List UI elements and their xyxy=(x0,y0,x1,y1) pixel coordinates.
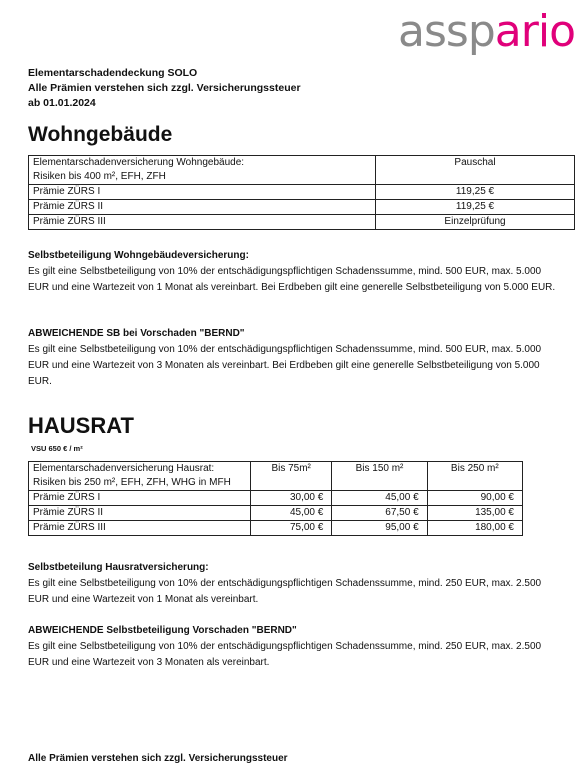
section-title-wohngebaeude: Wohngebäude xyxy=(28,123,173,146)
header-label-line1: Elementarschadenversicherung Wohngebäude: xyxy=(33,157,245,168)
company-logo xyxy=(398,6,575,57)
row-value: 45,00 € xyxy=(332,491,427,506)
row-value: 119,25 € xyxy=(376,200,575,215)
col-header: Bis 150 m² xyxy=(332,462,427,491)
row-label: Prämie ZÜRS I xyxy=(29,185,376,200)
row-value: 135,00 € xyxy=(427,506,522,521)
table-row xyxy=(29,506,523,521)
header-product: Elementarschadendeckung SOLO xyxy=(28,67,198,79)
table-row xyxy=(29,521,523,536)
row-value: 95,00 € xyxy=(332,521,427,536)
table-row xyxy=(29,200,575,215)
row-value: 180,00 € xyxy=(427,521,522,536)
row-value: 67,50 € xyxy=(332,506,427,521)
col-header: Bis 75m² xyxy=(251,462,332,491)
vsu-note: VSU 650 € / m² xyxy=(31,444,83,453)
header-valid-from: ab 01.01.2024 xyxy=(28,97,96,109)
hausrat-sb-vorschaden-text: Es gilt eine Selbstbeteiligung von 10% der entschädigungspflichtigen Schadenssumme, mind. 250 EUR, max. 2.500 EUR und eine Wartezeit von 3 Monaten als vereinbart. xyxy=(28,641,542,668)
table-header-value: Pauschal xyxy=(376,156,575,185)
header-tax-note: Alle Prämien verstehen sich zzgl. Versicherungssteuer xyxy=(28,82,301,94)
header-label-line2: Risiken bis 400 m², EFH, ZFH xyxy=(33,171,166,182)
row-value: 90,00 € xyxy=(427,491,522,506)
footer-tax-note: Alle Prämien verstehen sich zzgl. Versicherungssteuer xyxy=(28,753,288,764)
row-value: 75,00 € xyxy=(251,521,332,536)
row-value: 30,00 € xyxy=(251,491,332,506)
wohn-sb-section xyxy=(28,248,558,296)
table-header-label xyxy=(29,156,376,185)
table-row xyxy=(29,185,575,200)
wohn-sb-vorschaden-text: Es gilt eine Selbstbeteiligung von 10% der entschädigungspflichtigen Schadenssumme, mind. 500 EUR, max. 5.000 EUR und eine Wartezeit von 3 Monaten als vereinbart. Bei Erdbeben gilt eine generelle Selbstbeteiligung von 5.000 EUR. xyxy=(28,344,542,387)
header-label-line2: Risiken bis 250 m², EFH, ZFH, WHG in MFH xyxy=(33,477,231,488)
table-header-row xyxy=(29,156,575,185)
wohngebaeude-table xyxy=(28,155,575,230)
row-label: Prämie ZÜRS II xyxy=(29,200,376,215)
row-label: Prämie ZÜRS II xyxy=(29,506,251,521)
hausrat-sb-text: Es gilt eine Selbstbeteiligung von 10% der entschädigungspflichtigen Schadenssumme, mind. 250 EUR, max. 2.500 EUR und eine Wartezeit von 1 Monat als vereinbart. xyxy=(28,578,542,605)
hausrat-sb-title: Selbstbeteilung Hausratversicherung: xyxy=(28,562,209,573)
row-label: Prämie ZÜRS III xyxy=(29,215,376,230)
table-header-row xyxy=(29,462,523,491)
hausrat-sb-vorschaden-section xyxy=(28,623,558,671)
col-header: Bis 250 m² xyxy=(427,462,522,491)
document-header xyxy=(28,66,301,111)
wohn-sb-title: Selbstbeteiligung Wohngebäudeversicherung: xyxy=(28,250,249,261)
row-label: Prämie ZÜRS III xyxy=(29,521,251,536)
row-value: 45,00 € xyxy=(251,506,332,521)
wohn-sb-vorschaden-title: ABWEICHENDE SB bei Vorschaden "BERND" xyxy=(28,328,245,339)
table-header-label xyxy=(29,462,251,491)
row-label: Prämie ZÜRS I xyxy=(29,491,251,506)
logo-part-gray: assp xyxy=(398,6,495,57)
table-row xyxy=(29,491,523,506)
hausrat-sb-vorschaden-title: ABWEICHENDE Selbstbeteiligung Vorschaden "BERND" xyxy=(28,625,297,636)
header-label-line1: Elementarschadenversicherung Hausrat: xyxy=(33,463,215,474)
wohn-sb-text: Es gilt eine Selbstbeteiligung von 10% der entschädigungspflichtigen Schadenssumme, mind. 500 EUR, max. 5.000 EUR und eine Wartezeit von 1 Monat als vereinbart. Bei Erdbeben gilt eine generelle Selbstbeteiligung von 5.000 EUR. xyxy=(28,266,556,293)
section-title-hausrat: HAUSRAT xyxy=(28,413,134,438)
logo-part-pink: ario xyxy=(494,6,575,57)
wohn-sb-vorschaden-section xyxy=(28,326,558,390)
table-row xyxy=(29,215,575,230)
row-value: 119,25 € xyxy=(376,185,575,200)
hausrat-table xyxy=(28,461,523,536)
hausrat-sb-section xyxy=(28,560,558,608)
row-value: Einzelprüfung xyxy=(376,215,575,230)
